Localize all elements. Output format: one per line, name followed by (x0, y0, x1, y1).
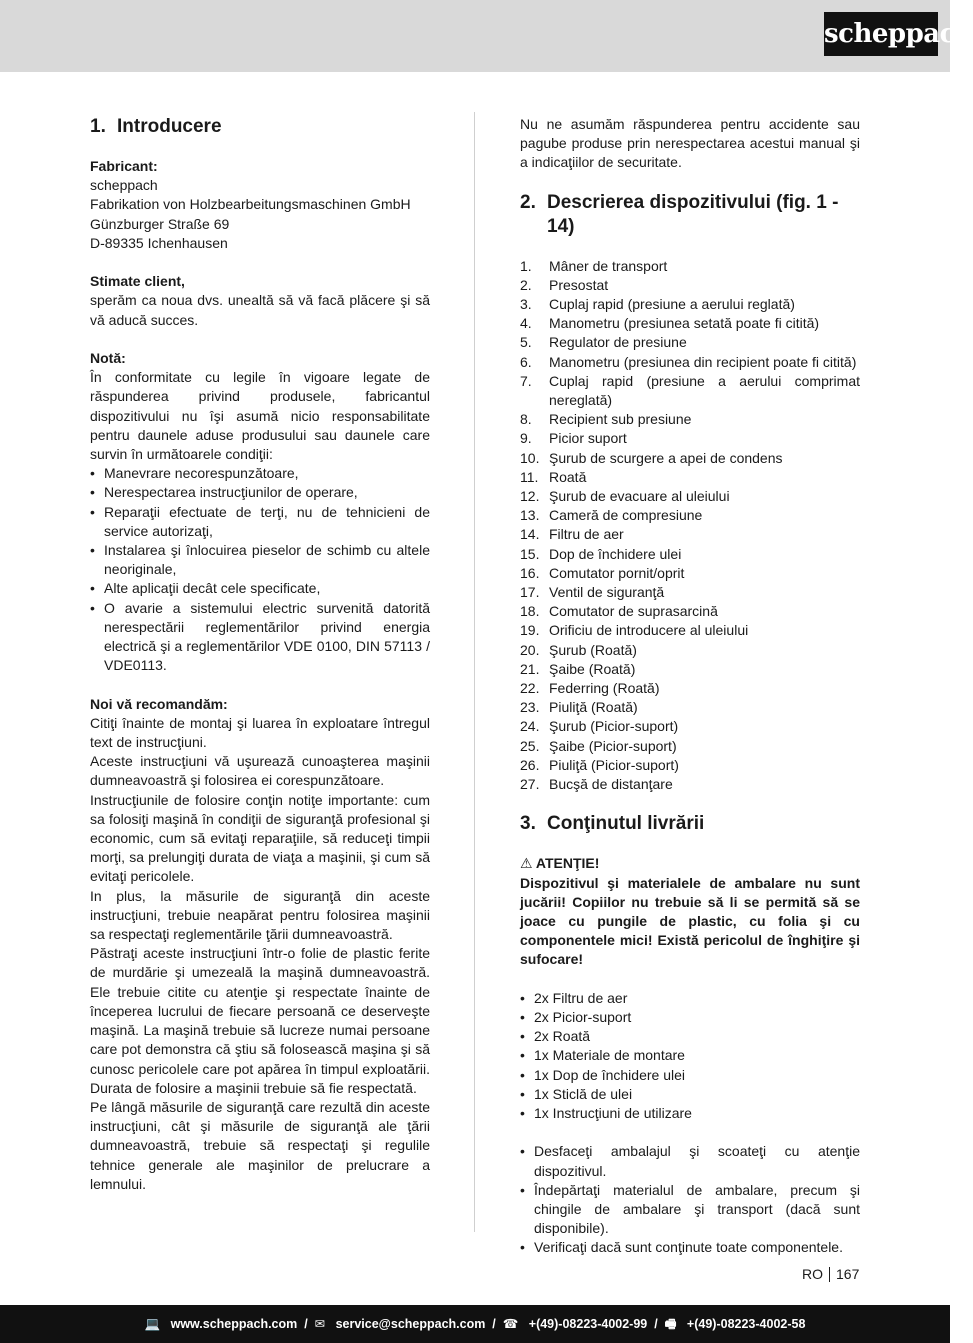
list-item: 6. Manometru (presiunea din recipient poate fi citită) (520, 353, 857, 370)
manufacturer-line: Fabrikation von Holzbearbeitungsmaschinen GmbH (90, 196, 411, 213)
warning-text: Dispozitivul şi materialele de ambalare nu sunt jucării! Copiilor nu trebuie să li se permită să se joace cu pungile de plastic, cu folia şi cu componentele mici! Există pericolul de înghiţire şi sufocare! (520, 874, 860, 968)
list-item: 5. Regulator de presiune (520, 334, 687, 351)
list-item: 19. Orificiu de introducere al uleiului (520, 622, 749, 639)
recommend-paragraph: Aceste instrucţiuni vă uşurează cunoaşterea maşinii dumneavoastră şi folosirea ei corespunzătoare. (90, 753, 430, 789)
header-band (0, 0, 950, 72)
note-bullet-list (90, 464, 430, 675)
fax-number: +(49)-08223-4002-58 (686, 1317, 806, 1331)
list-item: 22. Federring (Roată) (520, 680, 660, 697)
dear-customer-text: sperăm ca noua dvs. unealtă să vă facă plăcere şi să vă aducă succes. (90, 292, 430, 328)
recommend-label: Noi vă recomandăm: (90, 695, 228, 712)
note-label: Notă: (90, 350, 126, 366)
phone-number: +(49)-08223-4002-99 (528, 1317, 648, 1331)
section-heading-continut (520, 812, 860, 836)
section-title: Conţinutul livrării (547, 813, 705, 835)
list-item: • 1x Instrucţiuni de utilizare (520, 1104, 860, 1123)
column-divider (474, 112, 475, 1232)
manufacturer-line: scheppach (90, 177, 158, 194)
list-item: 12. Şurub de evacuare al uleiului (520, 488, 730, 505)
list-item: • 1x Materiale de montare (520, 1046, 860, 1065)
list-item: • Verificaţi dacă sunt conţinute toate componentele. (520, 1238, 860, 1257)
website-link[interactable]: www.scheppach.com (170, 1317, 298, 1331)
list-item: 11. Roată (520, 468, 587, 485)
list-item: • 1x Sticlă de ulei (520, 1085, 860, 1104)
section-heading-descriere (520, 191, 860, 239)
list-item: 10. Şurub de scurgere a apei de condens (520, 449, 783, 466)
fax-icon: 🖷 (664, 1317, 677, 1331)
list-item: 26. Piuliţă (Picior-suport) (520, 756, 679, 773)
list-item: • 1x Dop de închidere ulei (520, 1066, 860, 1085)
list-item: 24. Şurub (Picior-suport) (520, 718, 679, 735)
list-item: 17. Ventil de siguranţă (520, 584, 665, 601)
list-item: 3. Cuplaj rapid (presiune a aerului reglată) (520, 296, 795, 313)
list-item: 4. Manometru (presiunea setată poate fi citită) (520, 315, 820, 332)
list-item: • Alte aplicaţii decât cele specificate, (90, 579, 430, 598)
footer-bar (0, 1305, 950, 1343)
mail-icon: ✉ (314, 1317, 326, 1331)
list-item: • Reparaţii efectuate de terţi, nu de tehnicieni de service autorizaţi, (90, 503, 430, 541)
list-item: • 2x Filtru de aer (520, 989, 860, 1008)
list-item: • 2x Picior-suport (520, 1008, 860, 1027)
list-item: • Îndepărtaţi materialul de ambalare, precum şi chingile de ambalare şi transport (dacă sunt disponibile). (520, 1181, 860, 1239)
list-item: • Manevrare necorespunzătoare, (90, 464, 430, 483)
list-item: 1. Mâner de transport (520, 257, 668, 274)
section-heading-introducere (90, 115, 430, 139)
list-item: 9. Picior suport (520, 430, 627, 447)
recommend-paragraph: In plus, la măsurile de siguranţă din aceste instrucţiuni, trebuie neapărat pentru folosirea maşinii sa respectaţi reglementările ţării dumneavoastră. (90, 887, 430, 943)
phone-icon: ☎ (502, 1317, 519, 1331)
list-item: 27. Bucşă de distanţare (520, 776, 673, 793)
list-item: • 2x Roată (520, 1027, 860, 1046)
page-number (802, 1265, 859, 1283)
scheppach-logo: scheppach (824, 12, 938, 56)
page-language: RO (802, 1266, 823, 1282)
list-item: 25. Şaibe (Picior-suport) (520, 737, 677, 754)
footer-separator: / (488, 1317, 500, 1331)
recommend-paragraph: Instrucţiunile de folosire conţin notiţe importante: cum sa folosiţi maşină în condiţii de siguranţă profesional şi economic, cum să evitaţi reparaţiile, să reduceţi timpii morţi, sa prelungiţi durata de viaţa a maşinii, şi cum să evitaţi pericolele. (90, 791, 430, 885)
section-number: 1. (90, 116, 106, 137)
parts-list (520, 257, 860, 795)
list-item: 21. Şaibe (Roată) (520, 660, 636, 677)
footer-separator: / (650, 1317, 662, 1331)
section-title: Descrierea dispozitivului (fig. 1 - 14) (547, 191, 839, 237)
email-link[interactable]: service@scheppach.com (335, 1317, 486, 1331)
page-number-divider (829, 1267, 830, 1282)
recommend-paragraph: Pe lângă măsurile de siguranţă care rezultă din aceste instrucţiuni, cât şi măsurile de siguranţă ale ţării dumneavoastră, trebuie să respectaţi şi regulile tehnice generale ale maşinilor de prelucrare a lemnului. (90, 1098, 430, 1192)
section-title: Introducere (117, 116, 222, 137)
list-item: 2. Presostat (520, 276, 609, 293)
contents-list (520, 989, 860, 1123)
list-item: 14. Filtru de aer (520, 526, 624, 543)
list-item: • Nerespectarea instrucţiunilor de operare, (90, 483, 430, 502)
list-item: 13. Cameră de compresiune (520, 507, 703, 524)
list-item: 20. Şurub (Roată) (520, 641, 637, 658)
recommend-paragraph: Păstraţi aceste instrucţiuni într-o folie de plastic ferite de murdărie şi umezeală la maşină dumneavoastră. Ele trebuie citite cu atenţie şi respectate înainte de începerea lucrului de fiecare persoană ce deserveşte maşină. La maşină trebuie să lucreze numai persoane care pot demonstra că ştiu să folosească maşina şi să cunosc pericolele care pot apărea în timpul exploatării. Durata de folosire a maşinii trebuie să fie respectată. (90, 945, 430, 1096)
list-item: 23. Piuliţă (Roată) (520, 699, 638, 716)
list-item: 8. Recipient sub presiune (520, 411, 692, 428)
warning-title: ⚠ ATENŢIE! (520, 855, 600, 872)
section-number: 2. (520, 191, 536, 213)
unpacking-steps-list (520, 1142, 860, 1257)
note-text: În conformitate cu legile în vigoare legate de răspunderea privind produsele, fabricantul dispozitivului nu îşi asumă nicio responsabilitate pentru daunele aduse produsului sau daunele care survin în următoarele condiţii: (90, 369, 430, 463)
list-item: 15. Dop de închidere ulei (520, 545, 682, 562)
footer-separator: / (300, 1317, 312, 1331)
list-item: • Desfaceţi ambalajul şi scoateţi cu atenţie dispozitivul. (520, 1142, 860, 1180)
list-item: • O avarie a sistemului electric survenită datorită nerespectării reglementărilor privind energia electrică şi a reglementărilor VDE 0100, DIN 57113 / VDE0113. (90, 599, 430, 676)
section-number: 3. (520, 813, 536, 835)
list-item: 16. Comutator pornit/oprit (520, 564, 685, 581)
page-number-value: 167 (836, 1266, 860, 1282)
list-item: 18. Comutator de suprasarcină (520, 603, 718, 620)
dear-customer-label: Stimate client, (90, 273, 185, 290)
list-item: • Instalarea şi înlocuirea pieselor de schimb cu altele neoriginale, (90, 541, 430, 579)
manufacturer-label: Fabricant: (90, 158, 158, 174)
left-column (90, 115, 430, 1194)
list-item: 7. Cuplaj rapid (presiune a aerului comprimat nereglată) (520, 372, 860, 409)
liability-text: Nu ne asumăm răspunderea pentru accidente sau pagube produse prin nerespectarea acestui manual şi a indicaţiilor de securitate. (520, 116, 860, 171)
computer-icon: 💻 (144, 1317, 161, 1331)
right-column (520, 115, 860, 1258)
recommend-paragraph: Citiţi înainte de montaj şi luarea în exploatare întregul text de instrucţiuni. (90, 714, 430, 751)
manufacturer-line: D-89335 Ichenhausen (90, 234, 228, 251)
manufacturer-line: Günzburger Straße 69 (90, 215, 230, 232)
